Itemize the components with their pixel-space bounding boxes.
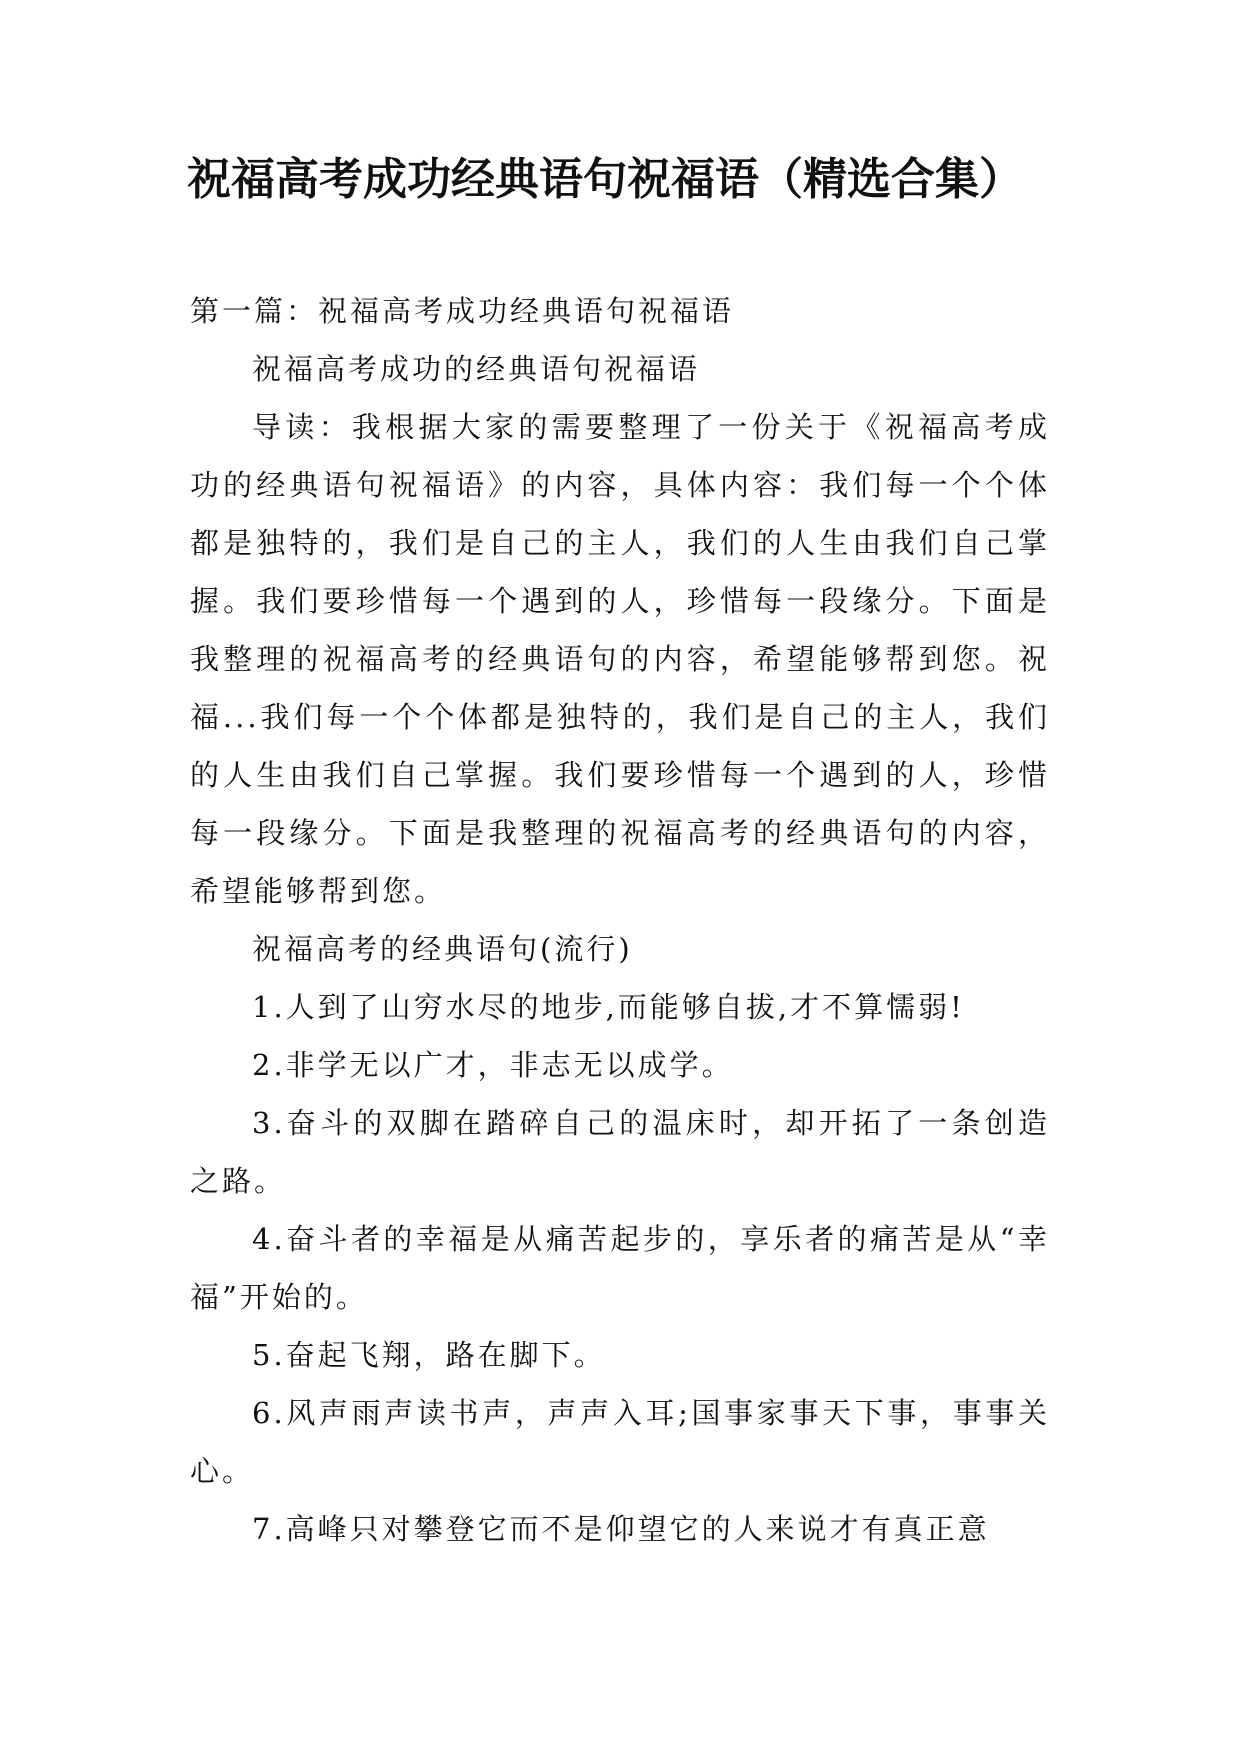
list-item: 2.非学无以广才，非志无以成学。 bbox=[252, 1048, 734, 1082]
paragraph-subtitle: 祝福高考成功的经典语句祝福语 bbox=[252, 352, 701, 386]
document-body bbox=[190, 282, 1050, 1558]
list-item: 7.高峰只对攀登它而不是仰望它的人来说才有真正意 bbox=[252, 1512, 990, 1546]
list-item: 6.风声雨声读书声，声声入耳;国事家事天下事，事事关心。 bbox=[190, 1396, 1050, 1488]
list-item: 5.奋起飞翔，路在脚下。 bbox=[252, 1338, 606, 1372]
list-item: 4.奋斗者的幸福是从痛苦起步的，享乐者的痛苦是从“幸福”开始的。 bbox=[190, 1222, 1050, 1314]
list-item: 1.人到了山穷水尽的地步,而能够自拔,才不算懦弱! bbox=[252, 990, 965, 1024]
paragraph-intro: 导读：我根据大家的需要整理了一份关于《祝福高考成功的经典语句祝福语》的内容，具体内容：我们每一个个体都是独特的，我们是自己的主人，我们的人生由我们自己掌握。我们要珍惜每一个遇到的人，珍惜每一段缘分。下面是我整理的祝福高考的经典语句的内容，希望能够帮到您。祝福...我们每一个个体都是独特的，我们是自己的主人，我们的人生由我们自己掌握。我们要珍惜每一个遇到的人，珍惜每一段缘分。下面是我整理的祝福高考的经典语句的内容，希望能够帮到您。 bbox=[190, 410, 1050, 908]
document-title: 祝福高考成功经典语句祝福语（精选合集） bbox=[187, 154, 1023, 205]
list-item: 3.奋斗的双脚在踏碎自己的温床时，却开拓了一条创造之路。 bbox=[190, 1106, 1050, 1198]
paragraph-heading-first-chapter: 第一篇：祝福高考成功经典语句祝福语 bbox=[190, 294, 735, 328]
paragraph-section-heading: 祝福高考的经典语句(流行) bbox=[252, 932, 633, 966]
